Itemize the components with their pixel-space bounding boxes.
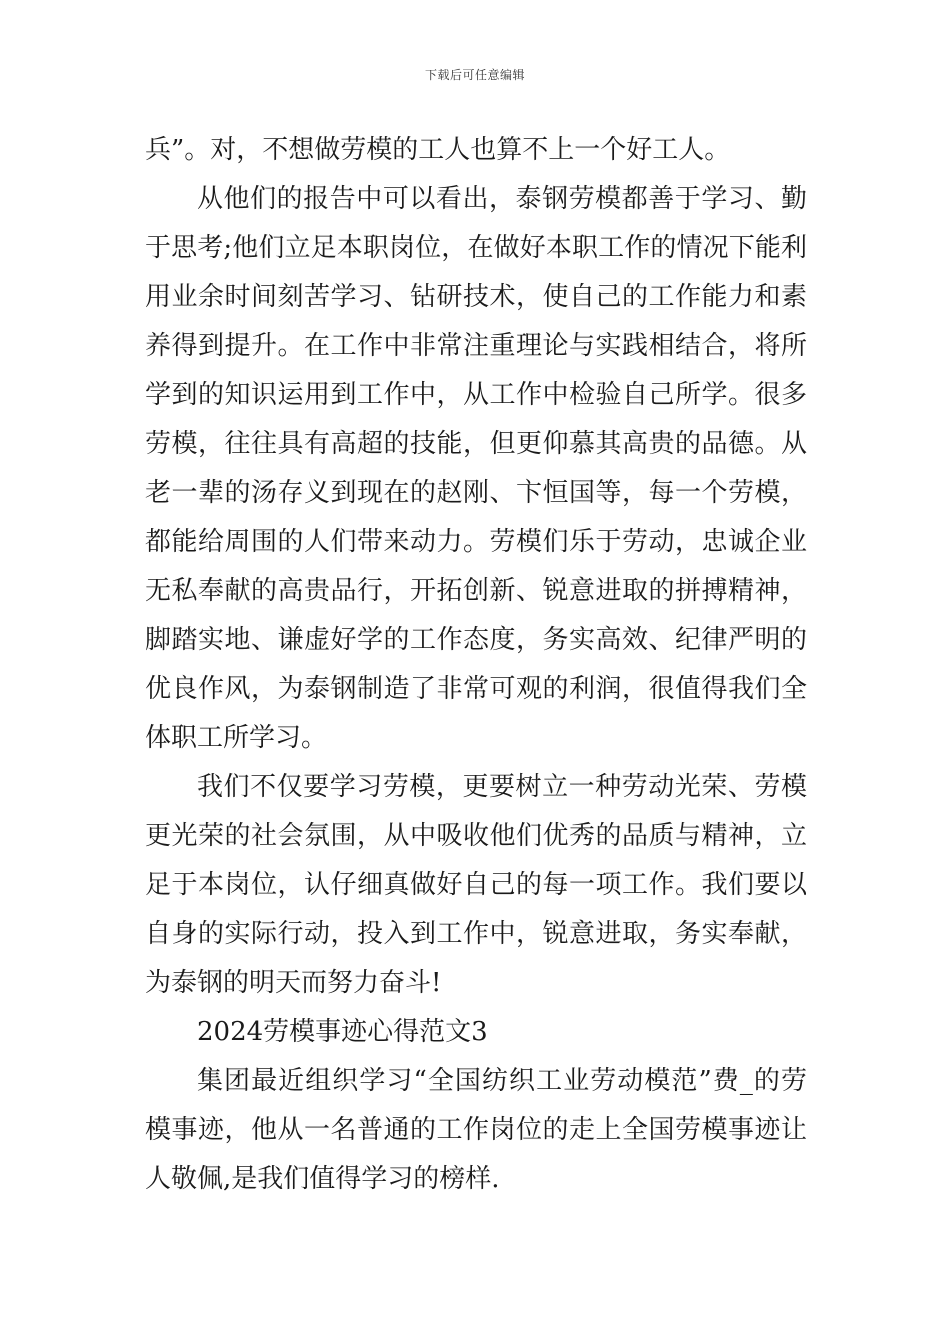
- paragraph-continuation: 兵”。对，不想做劳模的工人也算不上一个好工人。: [145, 135, 731, 165]
- page-header: 下载后可任意编辑: [424, 68, 525, 82]
- paragraph-learn-from-models: 我们不仅要学习劳模，更要树立一种劳动光荣、劳模更光荣的社会氛围，从中吸收他们优秀的品质与精神，立足于本岗位，认仔细真做好自己的每一项工作。我们要以自身的实际行动，投入到工作中，锐意进取，务实奉献，为泰钢的明天而努力奋斗!: [145, 772, 807, 998]
- paragraph-model-workers-learning: 从他们的报告中可以看出，泰钢劳模都善于学习、勤于思考;他们立足本职岗位，在做好本职工作的情况下能利用业余时间刻苦学习、钻研技术，使自己的工作能力和素养得到提升。在工作中非常注重理论与实践相结合，将所学到的知识运用到工作中，从工作中检验自己所学。很多劳模，往往具有高超的技能，但更仰慕其高贵的品德。从老一辈的汤存义到现在的赵刚、卞恒国等，每一个劳模，都能给周围的人们带来动力。劳模们乐于劳动，忠诚企业无私奉献的高贵品行，开拓创新、锐意进取的拼搏精神，脚踏实地、谦虚好学的工作态度，务实高效、纪律严明的优良作风，为泰钢制造了非常可观的利润，很值得我们全体职工所学习。: [145, 184, 807, 753]
- section-title: 2024劳模事迹心得范文3: [197, 1017, 488, 1047]
- document-body: [145, 126, 807, 1204]
- paragraph-group-study: 集团最近组织学习“全国纺织工业劳动模范”费_的劳模事迹，他从一名普通的工作岗位的走上全国劳模事迹让人敬佩,是我们值得学习的榜样.: [145, 1066, 807, 1194]
